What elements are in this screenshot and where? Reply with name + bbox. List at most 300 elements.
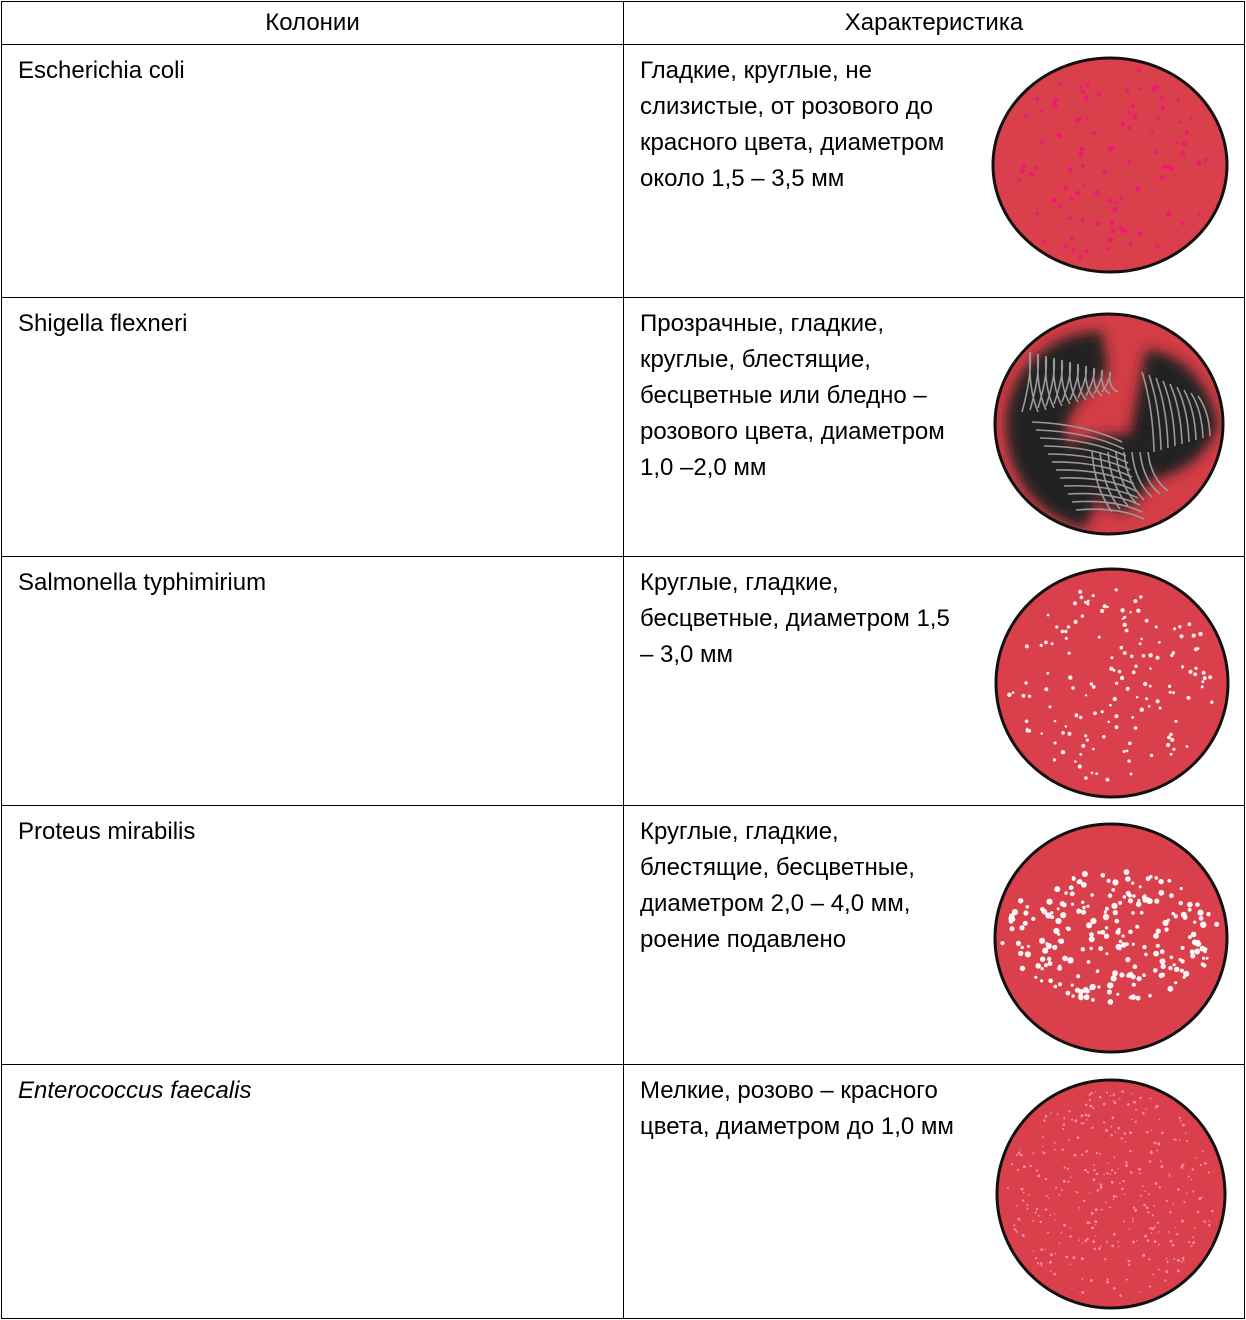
colony-dot <box>1101 1209 1103 1211</box>
colony-dot <box>1119 1183 1121 1185</box>
colony-dot <box>1019 925 1024 930</box>
description-salmonella-typhimirium: Круглые, гладкие, бесцветные, диаметром 1,5 – 3,0 мм <box>640 569 950 668</box>
colony-dot <box>1083 1122 1085 1124</box>
colony-dot <box>1121 1137 1123 1139</box>
colony-dot <box>1081 910 1086 915</box>
colony-dot <box>1103 1121 1105 1123</box>
colony-dot <box>1140 911 1144 915</box>
colony-dot <box>1175 141 1178 144</box>
colony-dot <box>1203 158 1207 162</box>
colony-dot <box>1202 1150 1204 1152</box>
colony-dot <box>1110 1134 1113 1137</box>
colony-dot <box>1085 1150 1088 1153</box>
colony-dot <box>1199 916 1204 921</box>
colony-dot <box>1095 772 1098 775</box>
colony-dot <box>1022 1189 1024 1191</box>
colony-dot <box>1139 595 1142 598</box>
colony-dot <box>1206 957 1209 960</box>
colony-dot <box>1023 1165 1026 1168</box>
colony-dot <box>1123 616 1126 619</box>
colony-dot <box>1123 750 1126 753</box>
colony-dot <box>1027 945 1030 948</box>
colony-dot <box>1144 953 1148 957</box>
colony-dot <box>1079 753 1082 756</box>
colony-dot <box>1110 220 1114 224</box>
colony-dot <box>1000 941 1004 945</box>
colony-dot <box>1152 1274 1154 1276</box>
colony-dot <box>1206 912 1210 916</box>
colony-dot <box>1153 951 1159 957</box>
colony-dot <box>1188 1176 1190 1178</box>
colony-dot <box>1054 1149 1056 1151</box>
colony-dot <box>1210 701 1213 704</box>
colony-dot <box>1150 1232 1152 1234</box>
colony-dot <box>1111 888 1115 892</box>
colony-dot <box>1085 694 1087 696</box>
colony-dot <box>1046 943 1052 949</box>
colony-dot <box>1017 1169 1019 1171</box>
colony-dot <box>1078 995 1083 1000</box>
colony-dot <box>1201 680 1204 683</box>
colony-dot <box>1131 882 1134 885</box>
colony-dot <box>1095 190 1100 195</box>
colony-dot <box>1194 647 1198 651</box>
colony-dot <box>1050 1253 1053 1256</box>
colony-dot <box>1139 1097 1141 1099</box>
colony-dot <box>1081 744 1085 748</box>
colony-dot <box>1092 1227 1094 1229</box>
colony-dot <box>1086 922 1092 928</box>
colony-dot <box>1071 903 1074 906</box>
colony-dot <box>1067 957 1073 963</box>
colony-dot <box>1119 1294 1122 1297</box>
colony-dot <box>1183 1201 1185 1203</box>
colony-dot <box>1123 895 1127 899</box>
colony-dot <box>1140 1195 1142 1197</box>
colony-dot <box>1162 165 1166 169</box>
colony-dot <box>1126 1279 1128 1281</box>
colony-dot <box>1191 1179 1193 1181</box>
colony-dot <box>1150 1098 1152 1100</box>
colony-dot <box>1040 110 1043 113</box>
colony-dot <box>1154 899 1159 904</box>
colony-dot <box>1132 983 1136 987</box>
colony-dot <box>1087 960 1091 964</box>
colony-dot <box>1121 1188 1124 1191</box>
colony-dot <box>1163 920 1169 926</box>
colony-dot <box>1114 1172 1116 1174</box>
colony-dot <box>1177 1188 1180 1191</box>
colony-dot <box>1064 630 1067 633</box>
colony-dot <box>1096 1173 1099 1176</box>
description-proteus-mirabilis: Круглые, гладкие, блестящие, бесцветные, диаметром 2,0 – 4,0 мм, роение подавлено <box>640 818 915 953</box>
colony-dot <box>1150 1152 1152 1154</box>
table-row <box>2 1065 1245 1319</box>
colony-dot <box>1097 931 1101 935</box>
colony-dot <box>1049 705 1052 708</box>
colony-dot <box>1194 1227 1196 1229</box>
colony-dot <box>1083 1200 1085 1202</box>
colony-dot <box>1109 667 1113 671</box>
colony-dot <box>1048 979 1053 984</box>
colony-dot <box>1063 244 1068 249</box>
colony-dot <box>1183 976 1186 979</box>
colony-dot <box>1046 1195 1048 1197</box>
colony-dot <box>1063 1224 1066 1227</box>
colony-dot <box>1129 241 1133 245</box>
colony-dot <box>1013 1224 1015 1226</box>
colony-dot <box>1133 1101 1136 1104</box>
colony-dot <box>1091 1212 1094 1215</box>
colony-dot <box>1132 1221 1134 1223</box>
colony-dot <box>1026 905 1030 909</box>
colony-dot <box>1160 958 1166 964</box>
colony-dot <box>1125 1141 1127 1143</box>
colony-dot <box>1020 168 1025 173</box>
colony-dot <box>1090 984 1096 990</box>
colony-dot <box>1105 1202 1107 1204</box>
colony-dot <box>1149 1160 1151 1162</box>
row-desc-cell <box>624 806 1245 1065</box>
colony-dot <box>1142 895 1146 899</box>
colony-dot <box>1160 96 1163 99</box>
colony-dot <box>1139 1173 1141 1175</box>
colony-dot <box>1076 974 1080 978</box>
colony-dot <box>1139 1291 1141 1293</box>
colony-dot <box>1164 1279 1166 1281</box>
colony-dot <box>1132 1218 1134 1220</box>
colony-dot <box>1103 1103 1106 1106</box>
colony-dot <box>1183 1260 1185 1262</box>
colony-dot <box>1157 1142 1160 1145</box>
colony-dot <box>1108 999 1114 1005</box>
colony-dot <box>1167 879 1171 883</box>
colony-dot <box>1130 655 1134 659</box>
colony-dot <box>1186 1140 1188 1142</box>
colony-dot <box>1153 1205 1155 1207</box>
petri-dish-enterococcus-faecalis <box>994 1077 1230 1313</box>
colony-dot <box>1161 1132 1164 1135</box>
colony-dot <box>1090 893 1094 897</box>
colony-dot <box>1152 1214 1154 1216</box>
colony-dot <box>1168 1231 1170 1233</box>
colony-dot <box>1034 976 1037 979</box>
colony-dot <box>1159 1186 1161 1188</box>
colony-dot <box>1108 893 1113 898</box>
colony-dot <box>1081 1291 1084 1294</box>
colony-dot <box>1035 166 1039 170</box>
colony-dot <box>1045 1208 1047 1210</box>
colony-dot <box>1017 179 1021 183</box>
colony-dot <box>1025 720 1029 724</box>
colony-dot <box>1050 1270 1052 1272</box>
colony-dot <box>1049 1261 1052 1264</box>
colony-dot <box>1119 940 1122 943</box>
colony-dot <box>1137 69 1141 73</box>
colony-dot <box>1081 1257 1084 1260</box>
colony-dot <box>1053 928 1059 934</box>
colony-dot <box>1098 1247 1101 1250</box>
colony-dot <box>1110 1126 1112 1128</box>
colony-dot <box>1142 1185 1144 1187</box>
colony-dot <box>1028 695 1031 698</box>
colony-dot <box>1161 964 1166 969</box>
colony-dot <box>1129 1150 1131 1152</box>
colony-dot <box>1065 1256 1068 1259</box>
colony-dot <box>1104 910 1107 913</box>
colony-dot <box>1098 636 1101 639</box>
colony-dot <box>1019 1220 1021 1222</box>
colony-dot <box>1068 652 1071 655</box>
colony-dot <box>1154 150 1158 154</box>
colony-dot <box>1140 638 1143 641</box>
colony-dot <box>1197 161 1202 166</box>
colony-dot <box>1118 1168 1119 1169</box>
colony-dot <box>1188 622 1192 626</box>
colony-dot <box>1112 1100 1113 1101</box>
colony-dot <box>1198 1197 1201 1200</box>
colony-dot <box>1046 899 1052 905</box>
colony-dot <box>1144 1235 1147 1238</box>
colony-dot <box>1168 685 1171 688</box>
colony-dot <box>1110 656 1113 659</box>
colony-dot <box>1037 1174 1040 1177</box>
row-desc-cell <box>624 45 1245 298</box>
colony-dot <box>1128 1264 1130 1266</box>
colony-dot <box>1156 656 1160 660</box>
colony-dot <box>1125 876 1131 882</box>
colony-dot <box>1106 778 1110 782</box>
colony-dot <box>1180 887 1183 890</box>
colony-dot <box>1105 907 1109 911</box>
row-name-cell <box>2 298 624 557</box>
colony-dot <box>1180 151 1185 156</box>
colony-dot <box>1009 919 1014 924</box>
colony-dot <box>1053 1273 1056 1276</box>
colony-dot <box>1069 1235 1072 1238</box>
colony-dot <box>1151 130 1154 133</box>
colony-dot <box>1061 1189 1063 1191</box>
colony-dot <box>1016 1231 1018 1233</box>
colony-dot <box>1071 686 1074 689</box>
colony-dot <box>1124 869 1130 875</box>
colony-dot <box>1050 915 1054 919</box>
colony-dot <box>1070 236 1074 240</box>
colony-dot <box>1168 966 1172 970</box>
colony-dot <box>1132 894 1136 898</box>
colony-dot <box>1158 1269 1160 1271</box>
colony-dot <box>1126 750 1129 753</box>
colony-dot <box>1155 626 1158 629</box>
colony-dot <box>1192 1236 1194 1238</box>
colony-dot <box>1100 1186 1102 1188</box>
colony-dot <box>1039 938 1045 944</box>
colony-dot <box>1179 901 1183 905</box>
colony-dot <box>1113 1156 1115 1158</box>
colony-dot <box>1186 1192 1187 1193</box>
colony-dot <box>1105 1129 1108 1132</box>
colony-dot <box>1112 879 1118 885</box>
colony-dot <box>1142 654 1146 658</box>
colony-dot <box>1054 720 1057 723</box>
row-name-cell <box>2 806 624 1065</box>
colony-dot <box>1094 1235 1096 1237</box>
colony-dot <box>1025 951 1031 957</box>
colony-dot <box>1192 1241 1195 1244</box>
colony-dot <box>1120 196 1124 200</box>
colony-dot <box>1094 1248 1097 1251</box>
colony-dot <box>1123 1132 1126 1135</box>
colony-dot <box>1142 1112 1145 1115</box>
colony-dot <box>1172 1244 1175 1247</box>
colony-dot <box>1167 736 1171 740</box>
colony-dot <box>1169 691 1172 694</box>
colony-dot <box>1066 927 1071 932</box>
colony-dot <box>1142 945 1146 949</box>
colony-dot <box>1106 1241 1108 1243</box>
colony-dot <box>1074 760 1077 763</box>
colony-dot <box>1010 926 1015 931</box>
colony-dot <box>1120 608 1124 612</box>
colony-dot <box>1079 716 1082 719</box>
colony-dot <box>1155 1182 1158 1185</box>
colony-dot <box>1132 1241 1135 1244</box>
colony-dot <box>1072 877 1076 881</box>
colony-dot <box>1113 1195 1116 1198</box>
colony-dot <box>1023 921 1028 926</box>
colony-dot <box>1048 1198 1050 1200</box>
colony-dot <box>1072 248 1076 252</box>
colony-dot <box>1086 1238 1089 1241</box>
colony-dot <box>1128 742 1132 746</box>
colony-dot <box>1096 221 1101 226</box>
colony-dot <box>1082 1243 1084 1245</box>
colony-dot <box>1115 1131 1116 1132</box>
colony-dot <box>1113 1199 1114 1200</box>
colony-dot <box>1078 255 1083 260</box>
colony-dot <box>1114 714 1118 718</box>
colony-dot <box>1054 985 1058 989</box>
colony-dot <box>1044 687 1048 691</box>
colony-dot <box>1127 110 1131 114</box>
colony-dot <box>1065 725 1068 728</box>
colony-dot <box>1158 1244 1160 1246</box>
colony-dot <box>1103 604 1107 608</box>
colony-dot <box>1114 919 1119 924</box>
colony-dot <box>1151 1227 1154 1230</box>
colony-dot <box>1064 185 1069 190</box>
header-characteristic: Характеристика <box>624 2 1245 45</box>
colony-dot <box>1131 911 1135 915</box>
colony-dot <box>1164 927 1168 931</box>
colony-dot <box>1139 885 1142 888</box>
colony-dot <box>1195 902 1200 907</box>
colony-dot <box>1090 682 1093 685</box>
colony-dot <box>1173 1258 1175 1260</box>
colony-dot <box>1109 1206 1111 1208</box>
colony-dot <box>1026 729 1030 733</box>
colony-dot <box>1057 907 1060 910</box>
colony-dot <box>1177 1269 1180 1272</box>
colony-dot <box>1059 82 1063 86</box>
colony-dot <box>1168 986 1174 992</box>
colony-dot <box>1112 1116 1115 1119</box>
colony-dot <box>1119 1098 1121 1100</box>
colony-dot <box>1149 685 1152 688</box>
colony-dot <box>1054 886 1060 892</box>
colony-dot <box>1058 939 1062 943</box>
row-name-cell <box>2 557 624 806</box>
colony-dot <box>1045 1115 1048 1118</box>
colony-dot <box>1075 714 1078 717</box>
colony-dot <box>1128 898 1133 903</box>
colony-dot <box>1148 994 1152 998</box>
colony-dot <box>1111 1181 1114 1184</box>
colony-dot <box>1136 1240 1137 1241</box>
colony-dot <box>1214 922 1219 927</box>
colony-dot <box>1082 906 1085 909</box>
colony-dot <box>1064 891 1068 895</box>
colony-dot <box>1170 738 1174 742</box>
colony-dot <box>1158 890 1164 896</box>
colony-dot <box>1107 982 1113 988</box>
colony-dot <box>1035 212 1039 216</box>
colony-dot <box>1040 1221 1042 1223</box>
colony-dot <box>1126 687 1130 691</box>
colony-dot <box>1122 934 1125 937</box>
colony-dot <box>1090 947 1093 950</box>
colony-dot <box>1085 1104 1088 1107</box>
colony-dot <box>1143 1204 1146 1207</box>
colony-dot <box>1061 750 1065 754</box>
colony-dot <box>1146 897 1150 901</box>
colony-dot <box>1140 708 1144 712</box>
colony-dot <box>1044 1152 1046 1154</box>
colony-dot <box>1078 1207 1080 1209</box>
colony-dot <box>1165 1270 1168 1273</box>
colony-dot <box>1197 910 1203 916</box>
colony-dot <box>1109 704 1112 707</box>
colony-dot <box>1155 244 1160 249</box>
colony-dot <box>1053 758 1056 761</box>
colony-dot <box>1086 905 1089 908</box>
colony-dot <box>1169 893 1174 898</box>
colony-dot <box>1099 1096 1102 1099</box>
colony-dot <box>1074 620 1078 624</box>
colony-dot <box>1107 879 1111 883</box>
colony-dot <box>1208 1220 1210 1222</box>
colony-dot <box>1044 641 1048 645</box>
colony-dot <box>1090 1092 1093 1095</box>
colony-dot <box>1093 1107 1095 1109</box>
colony-dot <box>1074 1154 1077 1157</box>
colony-dot <box>1011 1163 1013 1165</box>
colony-dot <box>1196 941 1202 947</box>
colony-dot <box>1129 1228 1131 1230</box>
colony-dot <box>1093 1164 1095 1166</box>
colony-dot <box>1068 1181 1070 1183</box>
colony-dot <box>1077 879 1082 884</box>
colony-dot <box>1123 1180 1125 1182</box>
organism-name-escherichia-coli: Escherichia coli <box>18 57 185 84</box>
colony-dot <box>1135 186 1140 191</box>
colony-dot <box>1173 963 1176 966</box>
colony-dot <box>1166 1200 1168 1202</box>
row-desc-cell <box>624 557 1245 806</box>
table-row <box>2 806 1245 1065</box>
colony-dot <box>1115 725 1119 729</box>
colony-dot <box>1200 922 1206 928</box>
